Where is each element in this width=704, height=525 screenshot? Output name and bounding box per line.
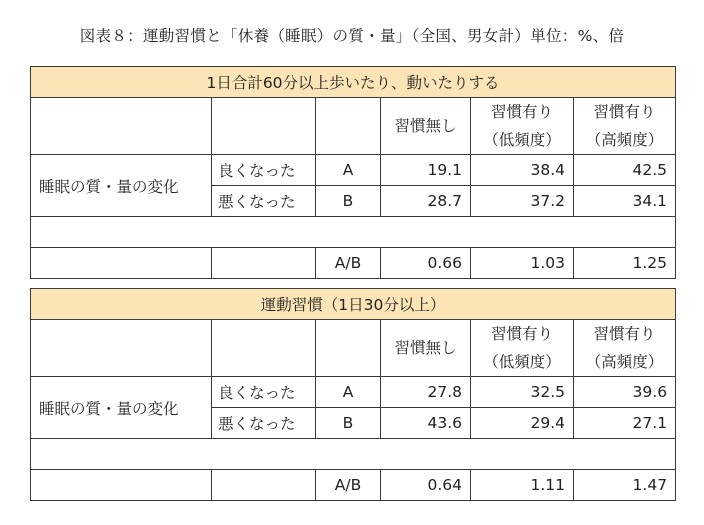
ratio-value: 1.03 [471, 248, 574, 279]
table-header: 1日合計60分以上歩いたり、動いたりする [31, 67, 676, 98]
value-cell: 32.5 [471, 377, 574, 408]
value-cell: 27.8 [381, 377, 471, 408]
ratio-code: A/B [316, 248, 381, 279]
value-cell: 42.5 [574, 155, 676, 186]
row-label: 悪くなった [212, 186, 316, 217]
value-cell: 39.6 [574, 377, 676, 408]
empty-cell [212, 98, 316, 155]
row-label: 良くなった [212, 377, 316, 408]
value-cell: 29.4 [471, 408, 574, 439]
ratio-row [31, 248, 676, 279]
ratio-value: 0.66 [381, 248, 471, 279]
row-group-label: 睡眠の質・量の変化 [31, 155, 212, 217]
row-label: 良くなった [212, 155, 316, 186]
empty-cell [31, 248, 212, 279]
value-cell: 28.7 [381, 186, 471, 217]
column-header-none: 習慣無し [381, 98, 471, 155]
empty-cell [212, 470, 316, 501]
empty-cell [212, 248, 316, 279]
column-header-high: 習慣有り （高頻度） [574, 320, 676, 377]
empty-cell [316, 98, 381, 155]
row-code: A [316, 155, 381, 186]
table-exercise [30, 288, 676, 501]
row-code: B [316, 186, 381, 217]
column-header-low: 習慣有り （低頻度） [471, 320, 574, 377]
empty-cell [31, 470, 212, 501]
empty-cell [212, 320, 316, 377]
row-label: 悪くなった [212, 408, 316, 439]
value-cell: 19.1 [381, 155, 471, 186]
empty-cell [31, 320, 212, 377]
empty-cell [316, 320, 381, 377]
empty-cell [31, 98, 212, 155]
row-spacer [31, 439, 676, 470]
value-cell: 34.1 [574, 186, 676, 217]
ratio-value: 0.64 [381, 470, 471, 501]
table-walking [30, 66, 676, 279]
column-header-low: 習慣有り （低頻度） [471, 98, 574, 155]
row-spacer [31, 217, 676, 248]
ratio-value: 1.47 [574, 470, 676, 501]
table-row [31, 377, 676, 408]
column-header-high: 習慣有り （高頻度） [574, 98, 676, 155]
table-row [31, 155, 676, 186]
row-code: A [316, 377, 381, 408]
value-cell: 27.1 [574, 408, 676, 439]
ratio-row [31, 470, 676, 501]
table-header: 運動習慣（1日30分以上） [31, 289, 676, 320]
row-group-label: 睡眠の質・量の変化 [31, 377, 212, 439]
ratio-value: 1.25 [574, 248, 676, 279]
value-cell: 38.4 [471, 155, 574, 186]
ratio-value: 1.11 [471, 470, 574, 501]
column-header-none: 習慣無し [381, 320, 471, 377]
value-cell: 37.2 [471, 186, 574, 217]
value-cell: 43.6 [381, 408, 471, 439]
figure-title: 図表８：運動習慣と「休養（睡眠）の質・量」（全国、男女計）単位：%、倍 [79, 27, 625, 45]
ratio-code: A/B [316, 470, 381, 501]
row-code: B [316, 408, 381, 439]
